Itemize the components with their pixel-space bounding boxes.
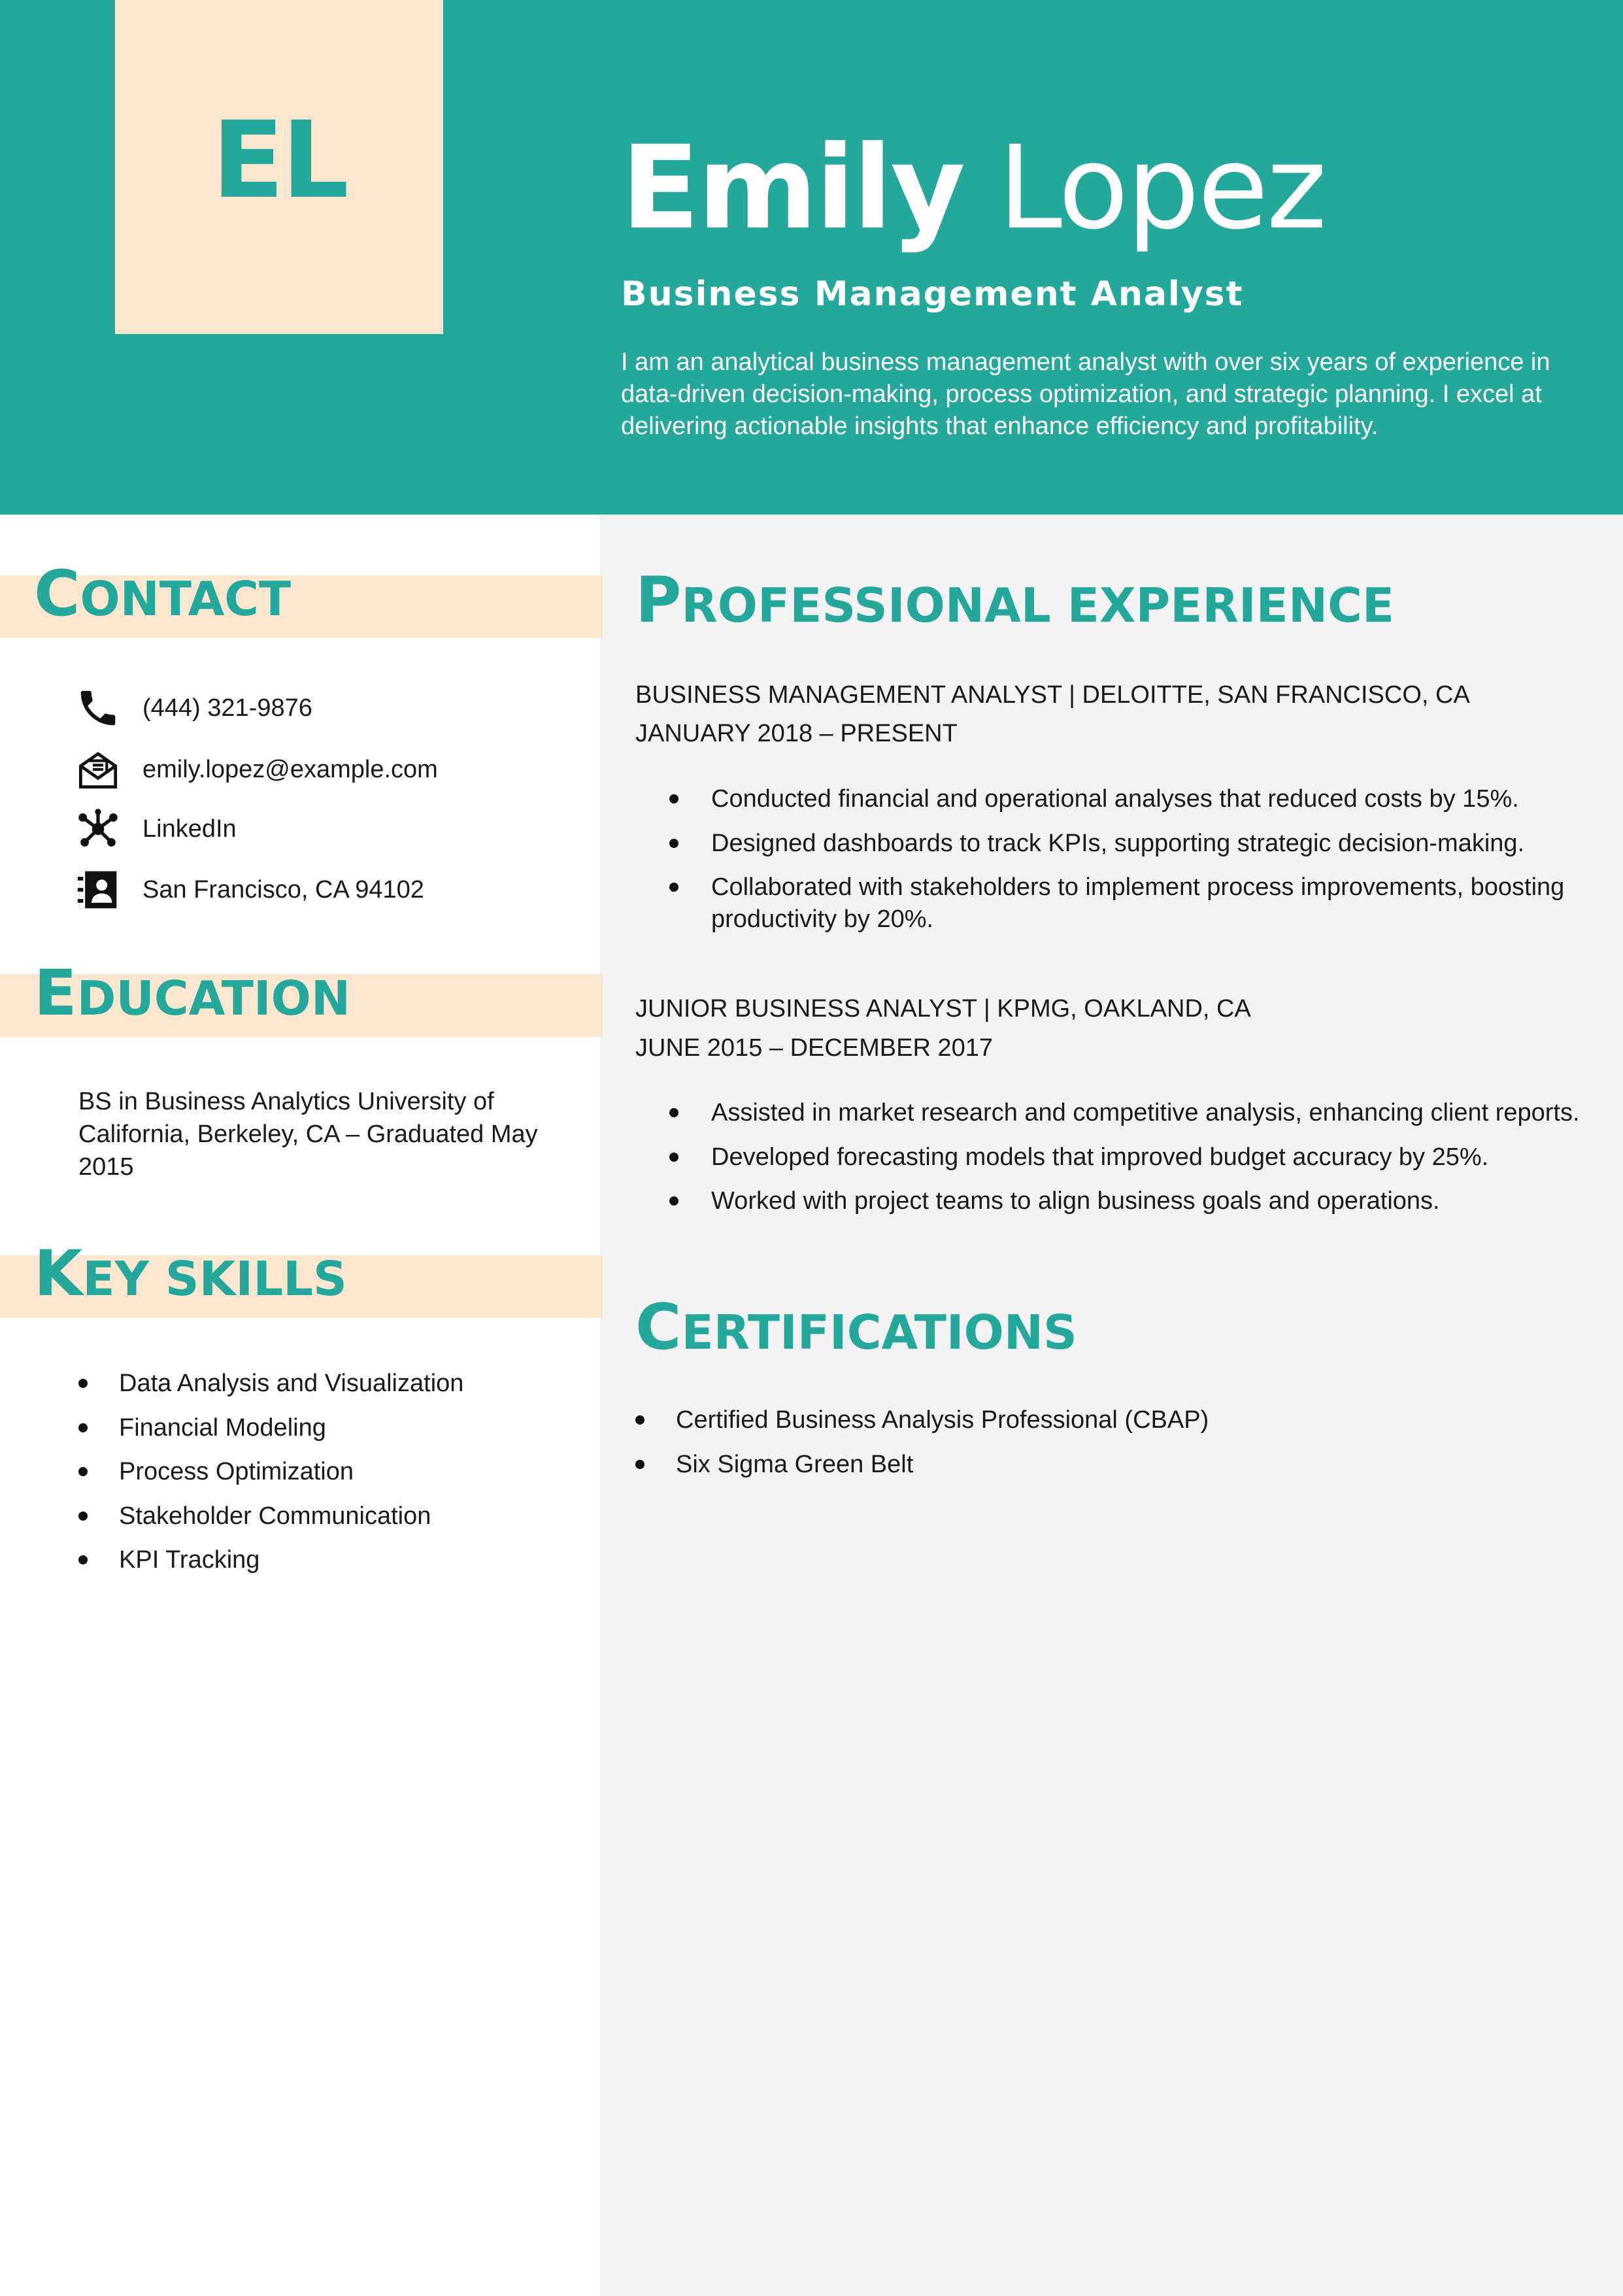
list-item: Worked with project teams to align business goals and operations. (669, 1185, 1598, 1217)
phone-icon (75, 684, 122, 732)
address-text: San Francisco, CA 94102 (142, 875, 424, 903)
list-item: Stakeholder Communication (78, 1500, 575, 1532)
network-icon (75, 805, 122, 853)
mail-icon (75, 746, 122, 793)
linkedin-text[interactable]: LinkedIn (142, 815, 237, 843)
contact-phone-row (75, 684, 312, 732)
list-item: Designed dashboards to track KPIs, supporting strategic decision-making. (669, 828, 1598, 860)
job1-bullets (669, 783, 1598, 948)
skills-list (78, 1368, 575, 1589)
contact-email-row (75, 746, 438, 793)
phone-text: (444) 321-9876 (142, 694, 312, 722)
list-item: Collaborated with stakeholders to implement process improvements, boosting productivity by 20%. (669, 871, 1598, 936)
job2-bullets (669, 1097, 1598, 1230)
skills-heading: KEY SKILLS (34, 1237, 347, 1310)
experience-heading: PROFESSIONAL EXPERIENCE (635, 564, 1395, 637)
job2-role: JUNIOR BUSINESS ANALYST | KPMG, OAKLAND, CA (635, 995, 1251, 1022)
first-name: Emily (621, 121, 963, 255)
last-name: Lopez (997, 121, 1325, 255)
list-item: Developed forecasting models that improved budget accuracy by 25%. (669, 1141, 1598, 1173)
job1-role: BUSINESS MANAGEMENT ANALYST | DELOITTE, SAN FRANCISCO, CA (635, 681, 1470, 709)
certifications-list (634, 1404, 1601, 1493)
certifications-heading: CERTIFICATIONS (635, 1291, 1077, 1364)
list-item: Data Analysis and Visualization (78, 1368, 575, 1400)
list-item: Assisted in market research and competitive analysis, enhancing client reports. (669, 1097, 1598, 1129)
education-heading: EDUCATION (34, 956, 351, 1030)
monogram-text: EL (212, 99, 346, 222)
header-banner (0, 0, 1623, 515)
profile-summary: I am an analytical business management analyst with over six years of experience in data-driven decision-making, process optimization, and strategic planning. I excel at delivering actionable insights that enhance efficiency and profitability. (621, 348, 1550, 440)
list-item: Process Optimization (78, 1456, 575, 1488)
contact-address-row (75, 866, 424, 913)
job1-dates: JANUARY 2018 – PRESENT (635, 720, 958, 747)
contact-card-icon (75, 866, 122, 913)
list-item: Conducted financial and operational analyses that reduced costs by 15%. (669, 783, 1598, 815)
education-entry: BS in Business Analytics University of California, Berkeley, CA – Graduated May 2015 (78, 1088, 538, 1181)
full-name (621, 121, 1325, 255)
list-item: Financial Modeling (78, 1412, 575, 1444)
job-title: Business Management Analyst (621, 275, 1244, 314)
email-text: emily.lopez@example.com (142, 755, 438, 783)
monogram-box (115, 0, 443, 334)
contact-heading: CONTACT (34, 557, 292, 630)
list-item: Six Sigma Green Belt (634, 1449, 1601, 1481)
job2-dates: JUNE 2015 – DECEMBER 2017 (635, 1034, 994, 1062)
contact-linkedin-row (75, 805, 237, 853)
list-item: KPI Tracking (78, 1544, 575, 1576)
list-item: Certified Business Analysis Professional (CBAP) (634, 1404, 1601, 1436)
